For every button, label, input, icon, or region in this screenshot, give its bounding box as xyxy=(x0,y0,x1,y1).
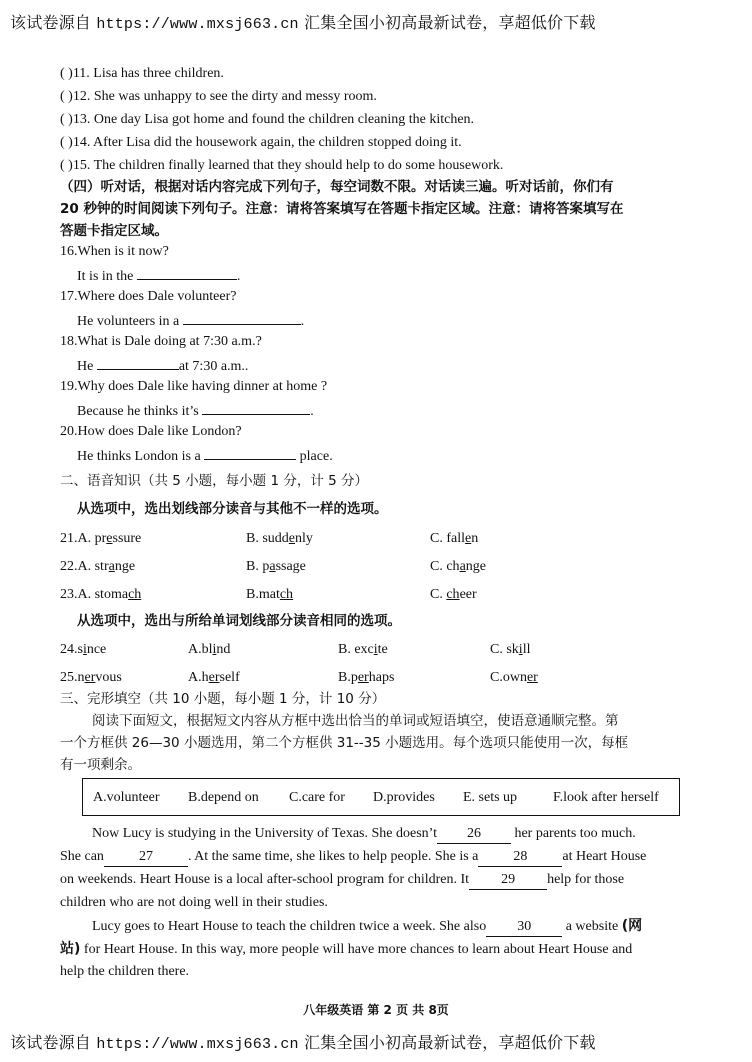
part3-title: 三、完形填空（共 10 小题，每小题 1 分，计 10 分） xyxy=(60,691,386,707)
section4-instr-line2: 20 秒钟的时间阅读下列句子。注意：请将答案填写在答题卡指定区域。注意：请将答案填写在 xyxy=(60,201,624,217)
part3-instr-line2: 一个方框供 26—30 小题选用，第二个方框供 31--35 小题选用。每个选项只能使用一次，每框 xyxy=(60,735,629,751)
passage-p1-line3: on weekends. Heart House is a local after-school program for children. It 29 help for those xyxy=(60,871,624,890)
q17-answer: He volunteers in a . xyxy=(77,310,304,331)
watermark-prefix-bottom: 该试卷源自 xyxy=(10,1033,92,1052)
q19-question: 19.Why does Dale like having dinner at home ? xyxy=(60,379,328,394)
passage-p1-line2: She can 27 . At the same time, she likes to help people. She is a 28 at Heart House xyxy=(60,848,646,867)
blank-29[interactable]: 29 xyxy=(469,871,547,890)
part2-instr1: 从选项中，选出划线部分读音与其他不一样的选项。 xyxy=(77,501,388,517)
passage-p1-line4: children who are not doing well in their studies. xyxy=(60,895,328,910)
part2-title: 二、语音知识（共 5 小题，每小题 1 分，计 5 分） xyxy=(60,473,369,489)
q22-row: 22.A. strange xyxy=(60,559,136,574)
q20-answer: He thinks London is a place. xyxy=(77,445,333,466)
q24-option-a[interactable]: A.blind xyxy=(188,642,231,657)
q20-blank[interactable] xyxy=(204,445,296,460)
q22-option-c[interactable]: C. change xyxy=(430,559,486,574)
section4-instr-line1: （四）听对话，根据对话内容完成下列句子，每空词数不限。对话读三遍。听对话前，你们有 xyxy=(60,179,614,195)
watermark-url[interactable]: https://www.mxsj663.cn xyxy=(96,16,299,33)
watermark-suffix-bottom: 汇集全国小初高最新试卷，享超低价下载 xyxy=(304,1033,596,1052)
q21-option-b[interactable]: B. suddenly xyxy=(246,531,313,546)
watermark-bottom xyxy=(10,1030,596,1053)
q21-row: 21.A. pressure xyxy=(60,531,142,546)
section4-instr-line3: 答题卡指定区域。 xyxy=(60,223,168,239)
word-bank-box xyxy=(82,778,680,816)
q19-answer: Because he thinks it’s . xyxy=(77,400,314,421)
q18-blank[interactable] xyxy=(97,355,179,370)
watermark-prefix: 该试卷源自 xyxy=(10,13,92,32)
word-bank-option-f: F.look after herself xyxy=(553,790,659,805)
word-bank-option-b: B.depend on xyxy=(188,790,259,805)
part3-instr-line3: 有一项剩余。 xyxy=(60,757,141,773)
tf-item-15: ( )15. The children finally learned that they should help to do some housework. xyxy=(60,158,504,173)
passage-p2-line3: help the children there. xyxy=(60,964,190,979)
q16-question: 16.When is it now? xyxy=(60,244,169,259)
q22-option-b[interactable]: B. passage xyxy=(246,559,306,574)
q21-option-c[interactable]: C. fallen xyxy=(430,531,479,546)
watermark-top xyxy=(10,10,596,33)
q25-word: 25.nervous xyxy=(60,670,122,685)
q19-blank[interactable] xyxy=(202,400,310,415)
part2-instr2: 从选项中，选出与所给单词划线部分读音相同的选项。 xyxy=(77,613,401,629)
q17-blank[interactable] xyxy=(183,310,301,325)
passage-p2-line2: 站) for Heart House. In this way, more people will have more chances to learn about Heart House and xyxy=(60,941,633,957)
blank-30[interactable]: 30 xyxy=(486,918,562,937)
tf-item-11: ( )11. Lisa has three children. xyxy=(60,66,224,81)
q16-blank[interactable] xyxy=(137,265,237,280)
passage-p2-line1: Lucy goes to Heart House to teach the children twice a week. She also 30 a website (网 xyxy=(92,917,642,937)
q23-option-b[interactable]: B.match xyxy=(246,587,294,602)
page-footer: 八年级英语 第 2 页 共 8页 xyxy=(303,1003,449,1017)
q25-option-c[interactable]: C.owner xyxy=(490,670,538,685)
q24-option-c[interactable]: C. skill xyxy=(490,642,531,657)
watermark-suffix: 汇集全国小初高最新试卷，享超低价下载 xyxy=(304,13,596,32)
word-bank-option-d: D.provides xyxy=(373,790,435,805)
blank-28[interactable]: 28 xyxy=(478,848,562,867)
q23-option-c[interactable]: C. cheer xyxy=(430,587,477,602)
word-bank-option-c: C.care for xyxy=(289,790,345,805)
q25-option-a[interactable]: A.herself xyxy=(188,670,240,685)
q17-question: 17.Where does Dale volunteer? xyxy=(60,289,237,304)
tf-item-14: ( )14. After Lisa did the housework again, the children stopped doing it. xyxy=(60,135,462,150)
q23-row: 23.A. stomach xyxy=(60,587,142,602)
word-bank-option-a: A.volunteer xyxy=(93,790,160,805)
blank-27[interactable]: 27 xyxy=(104,848,188,867)
blank-26[interactable]: 26 xyxy=(437,825,511,844)
tf-item-13: ( )13. One day Lisa got home and found the children cleaning the kitchen. xyxy=(60,112,475,127)
part3-instr-line1: 阅读下面短文，根据短文内容从方框中选出恰当的单词或短语填空，使语意通顺完整。第 xyxy=(92,713,619,729)
tf-item-12: ( )12. She was unhappy to see the dirty and messy room. xyxy=(60,89,377,104)
q25-option-b[interactable]: B.perhaps xyxy=(338,670,395,685)
q16-answer: It is in the . xyxy=(77,265,240,286)
word-bank-option-e: E. sets up xyxy=(463,790,518,805)
watermark-url-bottom[interactable]: https://www.mxsj663.cn xyxy=(96,1036,299,1053)
q20-question: 20.How does Dale like London? xyxy=(60,424,242,439)
passage-p1-line1: Now Lucy is studying in the University of Texas. She doesn’t 26 her parents too much. xyxy=(92,825,636,844)
q24-word: 24.since xyxy=(60,642,107,657)
q18-question: 18.What is Dale doing at 7:30 a.m.? xyxy=(60,334,262,349)
q18-answer: He at 7:30 a.m.. xyxy=(77,355,248,376)
q24-option-b[interactable]: B. excite xyxy=(338,642,388,657)
